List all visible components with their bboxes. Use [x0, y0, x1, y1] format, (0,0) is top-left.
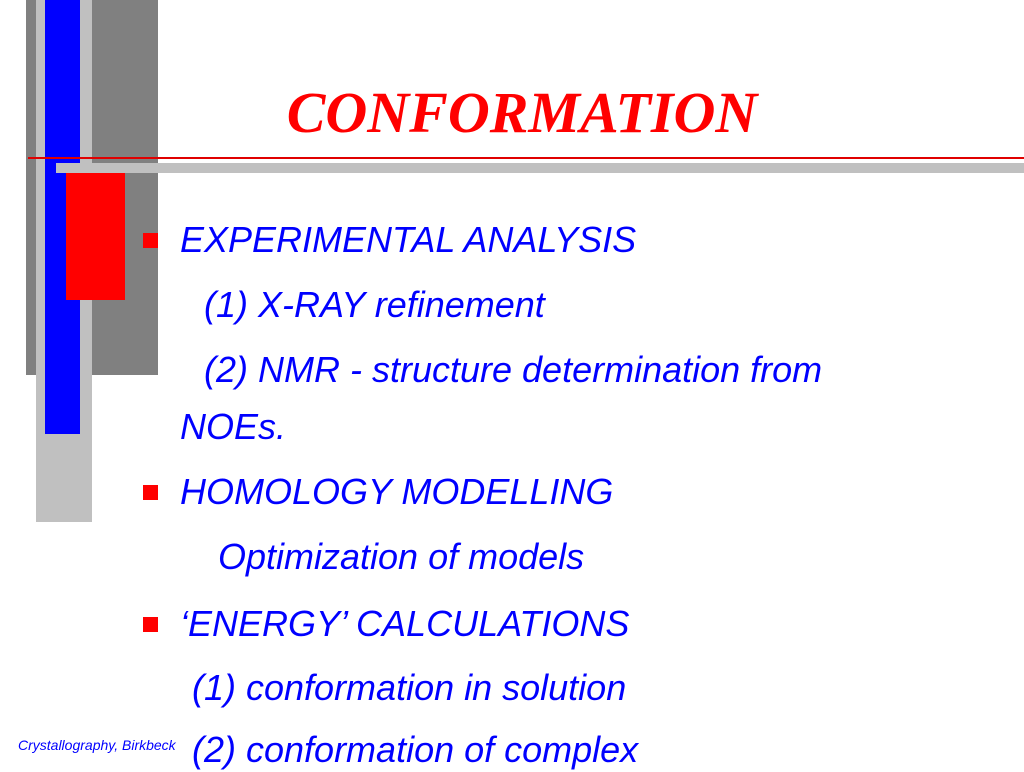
title-underline-rule — [28, 157, 1024, 159]
bullet-heading-experimental: EXPERIMENTAL ANALYSIS — [180, 219, 637, 260]
slide-title: CONFORMATION — [286, 80, 758, 145]
footer-credit: Crystallography, Birkbeck — [18, 737, 176, 753]
bullet-marker — [143, 485, 158, 500]
bullet-marker — [143, 233, 158, 248]
sub-item-complex: (2) conformation of complex — [192, 729, 639, 770]
sub-item-nmr-continued: NOEs. — [180, 406, 287, 447]
bullet-marker — [143, 617, 158, 632]
decorative-horizontal-gray-bar — [56, 163, 1024, 173]
decorative-red-block — [66, 172, 125, 300]
sub-item-optimization: Optimization of models — [218, 536, 585, 577]
sub-item-solution: (1) conformation in solution — [192, 667, 627, 708]
bullet-heading-homology: HOMOLOGY MODELLING — [180, 471, 614, 512]
sub-item-nmr: (2) NMR - structure determination from — [204, 349, 823, 390]
sub-item-xray: (1) X-RAY refinement — [204, 284, 545, 325]
bullet-heading-energy: ‘ENERGY’ CALCULATIONS — [180, 603, 630, 644]
